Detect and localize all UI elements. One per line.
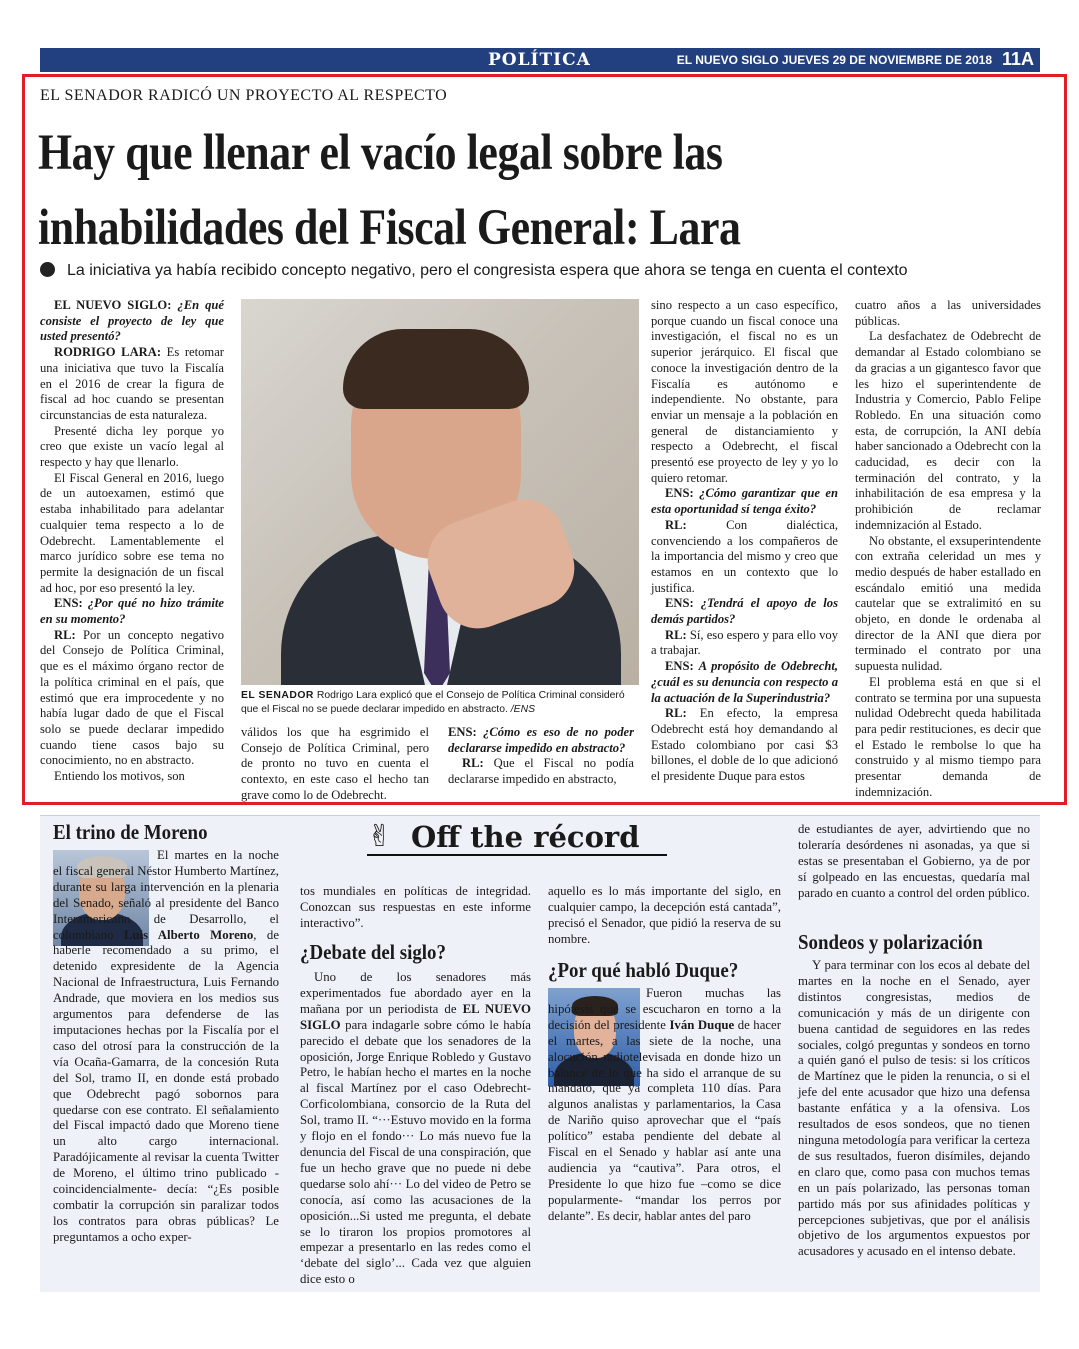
trino-heading: El trino de Moreno — [53, 820, 208, 844]
article-column-5: cuatro años a las universidades públicas. La desfachatez de Odebrecht de demandar al Estado colombiano se da gracias a un gigantesco favor que les hizo el superintendente de Industria y Comercio, Pablo Felipe Robledo. En una situación como esta, de corrupción, la ANI debía haber sancionado a Odebrecht con la caducidad, es decir con la terminación del contrato, y la inhabilitación de esa empresa y la prohibición de reclamar indemnización al Estado. No obstante, el exsuperintendente con extraña celeridad un mes y medio después de haber estallado en escándalo emitió una medida cautelar que se extralimitó en su objeto, en donde le ordenaba al director de la ANI que diera por terminado el contrato por una supuesta nulidad. El problema está en que si el contrato se termina por una supuesta nulidad Odebrecht queda habilitada para pedir restituciones, es decir que el Estado le rembolse lo que ha construido y al mismo tiempo para presentar demanda de indemnización. — [855, 298, 1041, 799]
article-headline — [38, 116, 907, 266]
duque-text: Fueron muchas las hipótesis que se escucharon en torno a la decisión del presidente Iván Duque de hacer el martes, a las siete de la noche, una alocución radiotelevisada en donde hizo un balance de lo que ha sido el arranque de su mandato, que ya completa 110 días. Para algunos analistas y parlamentarios, la Casa de Nariño quiso aprovechar que el “país político” estaba pendiente del debate al Fiscal en el Senado y hablar así ante una audiencia ya “cautiva”. Para otros, el Presidente lo que hizo fue –como se dice popularmente- “mandar los perros por delante”. Es decir, hablar antes del paro — [548, 986, 781, 1223]
article-column-3: ENS: ¿Cómo es eso de no poder declararse impedido en abstracto? RL: Que el Fiscal no podía declararse impedido en abstracto, — [448, 725, 634, 787]
senator-photo — [241, 299, 639, 685]
article-kicker: EL SENADOR RADICÓ UN PROYECTO AL RESPECTO — [40, 87, 448, 104]
photo-caption: EL SENADOR Rodrigo Lara explicó que el Consejo de Política Criminal consideró que el Fiscal no se puede declarar impedido en abstracto. /ENS — [241, 690, 625, 715]
off-the-record-title: ✌ Off the récord — [367, 820, 667, 860]
duque-heading: ¿Por qué habló Duque? — [548, 958, 739, 982]
deck-text: La iniciativa ya había recibido concepto negativo, pero el congresista espera que ahora se tenga en cuenta el contexto — [67, 262, 908, 279]
sondeos-text: Y para terminar con los ecos al debate del martes en la noche en el Senado, ayer distintos congresistas, medios de comunicación y más de un dirigente con buena cantidad de seguidores en las redes sociales, colgó preguntas y sondeos en torno a quién ganó el pulso de tesis: si los críticos de Martínez que le piden la renuncia, o si el jefe del ente acusador que hizo una defensa bastante enfática y a la ofensiva. Los resultados de esos sondeos, que no tienen ninguna metodología para verificar la certeza de sus resultados, fueron disímiles, dejando en claro que, como pasa con muchos temas en un país polarizado, las personas toman partido más por sus afinidades políticas y percepciones subjetivas, que por el análisis objetivo de los argumentos expuestos por acusadores y acusado en el intenso debate. — [798, 958, 1030, 1259]
debate-text: Uno de los senadores más experimentados fue abordado ayer en la mañana por un periodista de EL NUEVO SIGLO para indagarle sobre cómo le había parecido el debate que los senadores de la oposición, Jorge Enrique Robledo y Gustavo Petro, le habían hecho el martes en la noche al fiscal Martínez por el caso Odebrecht-Corficolombiana, consorcio de la Ruta del Sol, tramo II. “···Estuvo movido en la forma y flojo en el fondo··· Lo más nuevo fue la denuncia del Fiscal de una conspiración, que fue un hecho grave que no puede ni debe quedarse solo ahí··· Lo del video de Petro se conocía, así como las acusaciones de la oposición...Si usted me pregunta, el debate se lo tiraron los propios promotores al empezar a presentarlo en las redes como el ‘debate del siglo’... Cada vez que alguien dice esto o — [300, 970, 532, 1287]
victory-hand-icon: ✌ — [367, 819, 393, 854]
page-number: 11A — [1001, 49, 1034, 69]
article-column-2: válidos los que ha esgrimido el Consejo de Política Criminal, pero de pronto no tuvo en cuenta el contexto, en este caso el hecho tan grave como lo de Odebrecht. — [241, 725, 429, 802]
trino-text: El martes en la noche el fiscal general Néstor Humberto Martínez, durante su larga intervención en la plenaria del Senado, señaló al presidente del Banco Interamericano de Desarrollo, el colombiano Luis Alberto Moreno, de haberle recomendado a su primo, el detenido expresidente de la Agencia Nacional de Infraestructura, Luis Fernando Andrade, que moviera en los medios sus argumentos para defenderse de las imputaciones hechas por la Fiscalía por el caso del otrosí para la construcción de la vía Ocaña-Gamarra, de la concesión Ruta del Sol, tramo II, en donde está probado que Odebrecht pagó sobornos para quedarse con ese contrato. El señalamiento del Fiscal impactó dado que Moreno tiene un alto cargo internacional. Paradójicamente al revisar la cuenta Twitter de Moreno, el último trino publicado -coincidencialmente- decía: “¿Es posible combatir la corrupción sin paralizar todos los contratos para obras públicas? Le preguntamos a ocho exper- — [53, 848, 279, 1244]
otr-column-2: tos mundiales en políticas de integridad. Conozcan sus respuestas en este informe interactivo”. — [300, 884, 531, 930]
page-header-bar — [40, 48, 1040, 72]
paper-date: EL NUEVO SIGLO JUEVES 29 DE NOVIEMBRE DE 2018 — [676, 53, 992, 67]
section-name: POLÍTICA — [488, 50, 591, 70]
debate-heading: ¿Debate del siglo? — [300, 940, 446, 964]
article-column-1: EL NUEVO SIGLO: ¿En qué consiste el proyecto de ley que usted presentó? RODRIGO LARA: Es retomar una iniciativa que tuvo la Fiscalía en el 2016 de crear la figura de fiscal ad hoc cuando se presentan circunstancias de esta naturaleza. Presenté dicha ley porque yo creo que existe un vacío legal al respecto y hay que llenarlo. El Fiscal General en 2016, luego de un autoexamen, estimó que estaba inhabilitado para adelantar cualquier tema respecto a lo de Odebrecht. Lamentablemente el marco jurídico sobre ese tema no permite la designación de un fiscal ad hoc, por eso presentó la ley. ENS: ¿Por qué no hizo trámite en su momento? RL: Por un concepto negativo del Consejo de Política Criminal, que es el máximo órgano rector de la política criminal en el país, que estimó que era improcedente y no había lugar dado de que el Fiscal solo se puede declarar impedido cuando tiene casos bajo su conocimiento, no en abstracto. Entiendo los motivos, son — [40, 298, 224, 784]
bullet-dot-icon — [40, 262, 55, 277]
headline-line-2: inhabilidades del Fiscal General: Lara — [38, 199, 741, 256]
article-column-4: sino respecto a un caso específico, porque cuando un fiscal conoce una investigación, el fiscal no es un superior jerárquico. El fiscal que conoce la investigación dentro de la Fiscalía es autónomo e independiente. No obstante, para enviar un mensaje a la población en general de distanciamiento y respecto a Odebrecht, el fiscal presentó ese proyecto de ley y yo lo quiero retomar. ENS: ¿Cómo garantizar que en esta oportunidad sí tenga éxito? RL: Con dialéctica, convenciendo a los compañeros de la importancia del mismo y creo que estamos en un contexto que lo justifica. ENS: ¿Tendrá el apoyo de los demás partidos? RL: Sí, eso espero y para ello voy a trabajar. ENS: A propósito de Odebrecht, ¿cuál es su denuncia con respecto a la actuación de la Superindustria? RL: En efecto, la empresa Odebrecht está hoy demandando al Estado colombiano por casi $3 billones, el doble de lo que adicionó el presidente Duque para estos — [651, 298, 838, 784]
headline-line-1: Hay que llenar el vacío legal sobre las — [38, 125, 723, 181]
article-deck — [40, 262, 1050, 280]
otr-column-3: aquello es lo más importante del siglo, en cualquier campo, la decepción está cantada”, precisó el Senador, que pidió la reserva de su nombre. — [548, 884, 781, 946]
sondeos-heading: Sondeos y polarización — [798, 930, 983, 954]
otr-column-4: de estudiantes de ayer, advirtiendo que no toleraría desórdenes ni asonadas, ya que si estas se presentaban el Gobierno, ya de por sí golpeado en las encuestas, quedaría mal parado en cuanto a control del orden público. — [798, 822, 1030, 900]
